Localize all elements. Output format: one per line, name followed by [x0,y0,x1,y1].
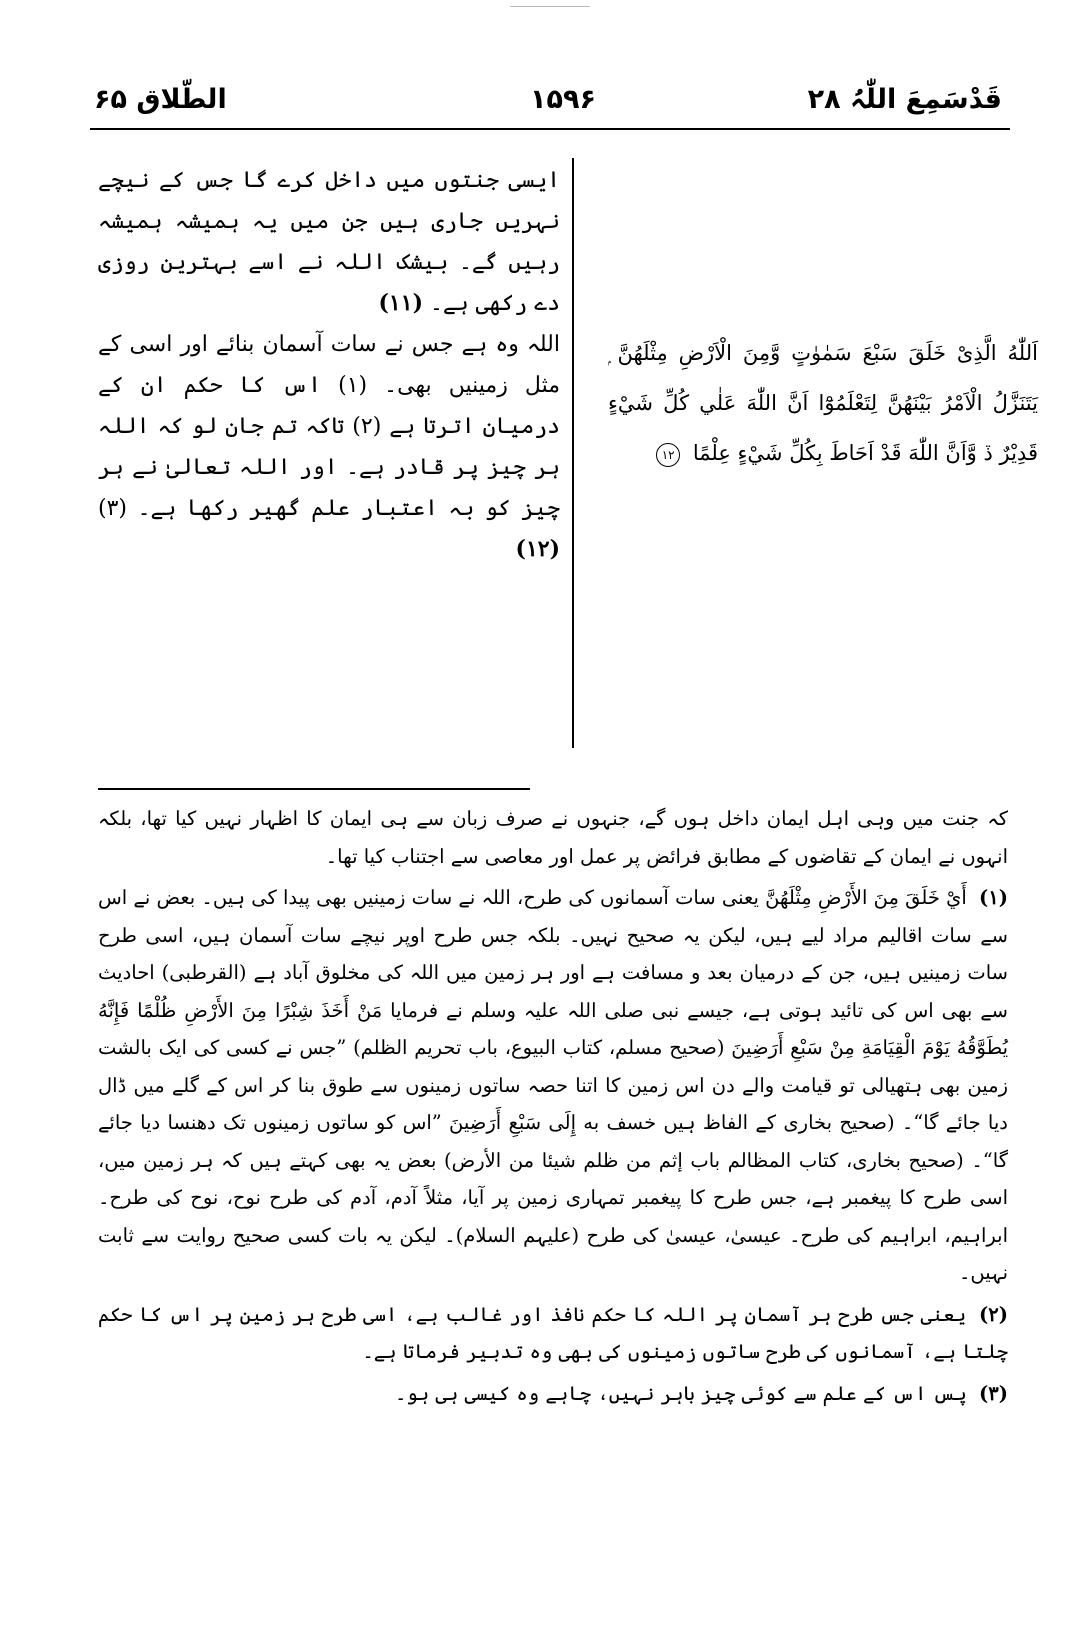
verse-number: (۱۲) [515,536,560,562]
footnote-intro: کہ جنت میں وہی اہل ایمان داخل ہوں گے، جنہوں نے صرف زبان سے ہی ایمان کا اظہار نہیں کیا تھا، بلکہ انہوں نے ایمان کے تقاضوں کے مطابق فرائض پر عمل اور معاصی سے اجتناب کیا تھا۔ [98,807,1008,868]
footnote-label: (۱) [979,886,1008,909]
footnote-rule [98,788,530,790]
footnote-label: (۲) [979,1302,1008,1326]
footnote-2 [98,1296,1008,1371]
ayah-number-marker: ۱۲ [656,443,680,467]
translation-verse-11 [98,160,560,324]
scan-edge-mark [510,6,590,7]
arabic-verse-text: اَللّٰهُ الَّذِیْ خَلَقَ سَبْعَ سَمٰوٰتٍ وَّمِنَ الْاَرْضِ مِثْلَهُنَّ ۭ يَتَنَزَّلُ الْاَمْرُ بَيْنَهُنَّ لِتَعْلَمُوْٓا اَنَّ اللّٰهَ عَلٰي كُلِّ شَيْءٍ قَدِيْرٌ ڏ وَّاَنَّ اللّٰهَ قَدْ اَحَاطَ بِكُلِّ شَيْءٍ عِلْمًا [608,341,1038,465]
footnote-text: پس اس کے علم سے کوئی چیز باہر نہیں، چاہے وہ کیسی ہی ہو۔ [394,1381,967,1405]
juz-heading: قَدْسَمِعَ اللّٰہُ ۲۸ [807,84,1002,115]
footnotes-section [98,800,1008,1416]
surah-heading: الطّلاق ۶۵ [94,84,227,115]
footnote-3 [98,1375,1008,1413]
column-divider [572,158,574,748]
footnote-text: أَيْ خَلَقَ مِنَ الأَرْضِ مِثْلَهُنَّ یعنی سات آسمانوں کی طرح، اللہ نے سات زمینیں بھی پیدا کی ہیں۔ بعض نے اس سے سات اقالیم مراد لیے ہیں، لیکن یہ صحیح نہیں۔ بلکہ جس طرح اوپر نیچے سات آسمان ہیں، اسی طرح سات زمینیں ہیں، جن کے درمیان بعد و مسافت ہے اور ہر زمین میں اللہ کی مخلوق آباد ہے (القرطبی) احادیث سے بھی اس کی تائید ہوتی ہے، جیسے نبی صلی اللہ علیہ وسلم نے فرمایا مَنْ أَخَذَ شِبْرًا مِنَ الأَرْضِ ظُلْمًا فَإِنَّهُ يُطَوَّقُهُ يَوْمَ الْقِيَامَةِ مِنْ سَبْعِ أَرَضِينَ (صحیح مسلم، کتاب البیوع، باب تحریم الظلم) ”جس نے کسی کی ایک بالشت زمین بھی ہتھیالی تو قیامت والے دن اس زمین کا اتنا حصہ ساتوں زمینوں سے طوق بنا کر اس کے گلے میں ڈال دیا جائے گا“۔ (صحیح بخاری کے الفاظ ہیں خسف به إِلَى سَبْعِ أَرَضِينَ ”اس کو ساتوں زمینوں تک دھنسا دیا جائے گا“۔ (صحیح بخاری، کتاب المظالم باب إثم من ظلم شیئا من الأرض) بعض یہ بھی کہتے ہیں کہ ہر زمین میں، اسی طرح کا پیغمبر ہے، جس طرح کا پیغمبر تمہاری زمین پر آیا، مثلاً آدم، آدم کی طرح نوح، نوح کی طرح۔ ابراہیم، ابراہیم کی طرح۔ عیسیٰ، عیسیٰ کی طرح (علیہم السلام)۔ لیکن یہ بات کسی صحیح روایت سے ثابت نہیں۔ [98,886,1008,1284]
footnote-1 [98,879,1008,1292]
translation-text: ایسی جنتوں میں داخل کرے گا جس کے نیچے نہریں جاری ہیں جن میں یہ ہمیشہ ہمیشہ رہیں گے۔ بیشک اللہ نے اسے بہترین روزی دے رکھی ہے۔ [98,168,560,316]
translation-text: اللہ وہ ہے جس نے سات آسمان بنائے اور اسی کے مثل زمینیں بھی۔ (۱) اس کا حکم ان کے درمیان اترتا ہے (۲) تاکہ تم جان لو کہ اللہ ہر چیز پر قادر ہے۔ اور اللہ تعالیٰ نے ہر چیز کو بہ اعتبار علم گھیر رکھا ہے۔ (۳) [98,332,561,521]
footnote-label: (۳) [979,1381,1008,1405]
verse-number: (۱۱) [378,290,423,316]
arabic-verse-column [608,328,1038,478]
footnote-text: یعنی جس طرح ہر آسمان پر اللہ کا حکم نافذ اور غالب ہے، اسی طرح ہر زمین پر اس کا حکم چلتا ہے، آسمانوں کی طرح ساتوں زمینوں کی بھی وہ تدبیر فرماتا ہے۔ [98,1302,1008,1363]
translation-verse-12 [98,324,560,570]
header-rule [90,128,1010,130]
page-number: ۱۵۹۶ [530,84,596,115]
urdu-translation-column [98,160,560,570]
